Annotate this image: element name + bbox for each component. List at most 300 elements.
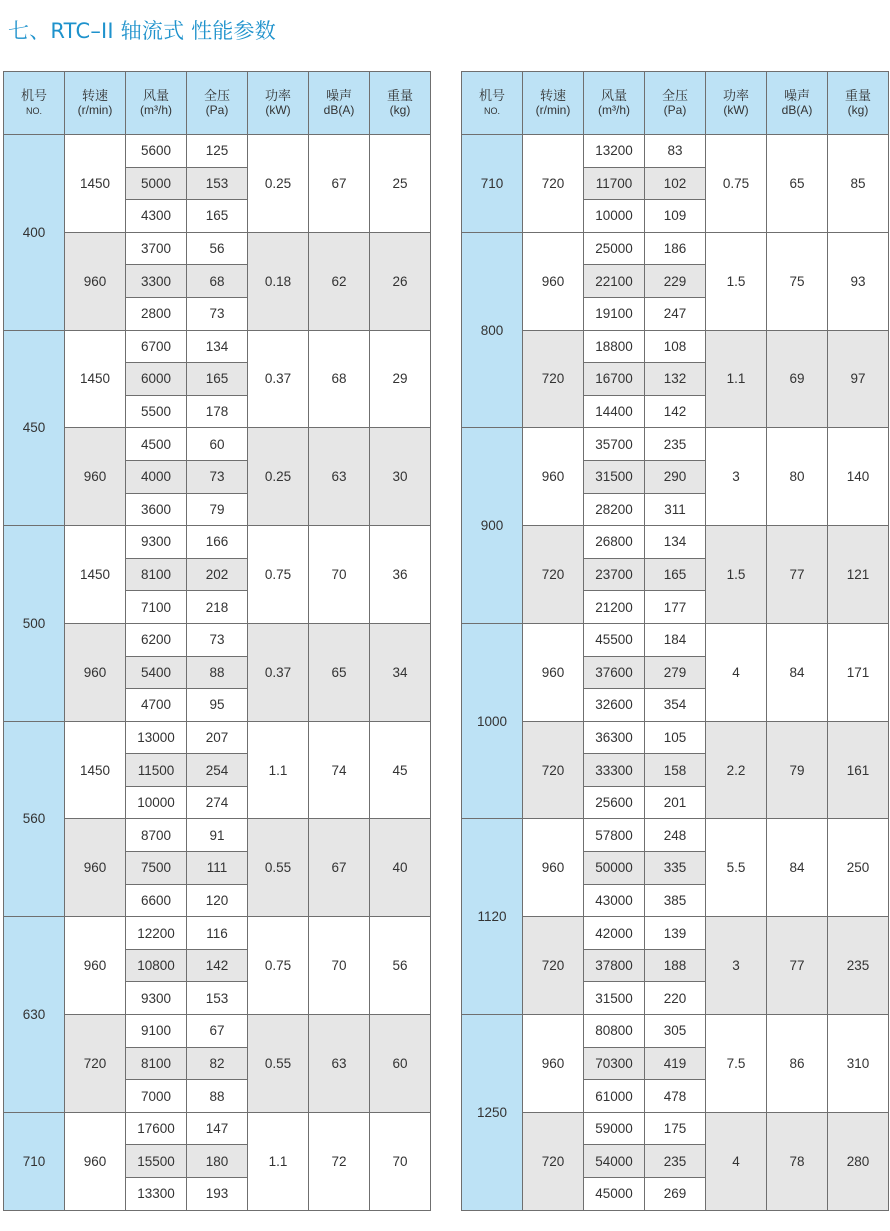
airflow-cell: 13300 [126, 1178, 187, 1211]
pressure-cell: 88 [187, 656, 248, 689]
model-number-cell: 1000 [462, 623, 523, 819]
weight-cell: 310 [828, 1015, 889, 1113]
speed-cell: 1450 [65, 721, 126, 819]
speed-cell: 960 [65, 623, 126, 721]
airflow-cell: 18800 [584, 330, 645, 363]
pressure-cell: 180 [187, 1145, 248, 1178]
airflow-cell: 21200 [584, 591, 645, 624]
pressure-cell: 120 [187, 884, 248, 917]
power-cell: 0.18 [248, 232, 309, 330]
pressure-cell: 105 [645, 721, 706, 754]
pressure-cell: 235 [645, 428, 706, 461]
noise-cell: 70 [309, 917, 370, 1015]
header-noise-label: 噪声 [325, 88, 352, 103]
airflow-cell: 10800 [126, 949, 187, 982]
power-cell: 0.75 [706, 135, 767, 233]
pressure-cell: 82 [187, 1047, 248, 1080]
pressure-cell: 274 [187, 786, 248, 819]
pressure-cell: 207 [187, 721, 248, 754]
airflow-cell: 6200 [126, 623, 187, 656]
airflow-cell: 12200 [126, 917, 187, 950]
pressure-cell: 235 [645, 1145, 706, 1178]
table-row [462, 1015, 889, 1048]
weight-cell: 171 [828, 623, 889, 721]
airflow-cell: 43000 [584, 884, 645, 917]
noise-cell: 70 [309, 526, 370, 624]
airflow-cell: 36300 [584, 721, 645, 754]
header-weight [828, 72, 889, 135]
airflow-cell: 3700 [126, 232, 187, 265]
power-cell: 0.25 [248, 135, 309, 233]
pressure-cell: 68 [187, 265, 248, 298]
weight-cell: 56 [370, 917, 431, 1015]
power-cell: 1.5 [706, 526, 767, 624]
power-cell: 1.1 [248, 721, 309, 819]
header-airflow [584, 72, 645, 135]
noise-cell: 75 [767, 232, 828, 330]
speed-cell: 960 [65, 428, 126, 526]
noise-cell: 74 [309, 721, 370, 819]
weight-cell: 140 [828, 428, 889, 526]
airflow-cell: 8700 [126, 819, 187, 852]
header-weight-unit: (kg) [847, 103, 869, 117]
airflow-cell: 45000 [584, 1178, 645, 1211]
pressure-cell: 229 [645, 265, 706, 298]
pressure-cell: 95 [187, 689, 248, 722]
header-speed-label: 转速 [539, 88, 566, 103]
model-number-cell: 500 [4, 526, 65, 722]
speed-cell: 720 [523, 330, 584, 428]
header-power-unit: (kW) [723, 103, 749, 117]
noise-cell: 65 [309, 623, 370, 721]
header-airflow-unit: (m³/h) [140, 103, 172, 117]
weight-cell: 30 [370, 428, 431, 526]
noise-cell: 78 [767, 1112, 828, 1210]
airflow-cell: 33300 [584, 754, 645, 787]
airflow-cell: 9100 [126, 1015, 187, 1048]
pressure-cell: 134 [187, 330, 248, 363]
noise-cell: 63 [309, 1015, 370, 1113]
pressure-cell: 248 [645, 819, 706, 852]
header-pressure [645, 72, 706, 135]
airflow-cell: 5400 [126, 656, 187, 689]
table-row [4, 1112, 431, 1145]
weight-cell: 25 [370, 135, 431, 233]
pressure-cell: 153 [187, 982, 248, 1015]
pressure-cell: 134 [645, 526, 706, 559]
model-number-cell: 710 [4, 1112, 65, 1210]
airflow-cell: 10000 [584, 200, 645, 233]
speed-cell: 1450 [65, 135, 126, 233]
power-cell: 3 [706, 428, 767, 526]
pressure-cell: 60 [187, 428, 248, 461]
speed-cell: 960 [65, 232, 126, 330]
airflow-cell: 59000 [584, 1112, 645, 1145]
pressure-cell: 83 [645, 135, 706, 168]
table-row [4, 526, 431, 559]
weight-cell: 85 [828, 135, 889, 233]
pressure-cell: 108 [645, 330, 706, 363]
model-number-cell: 1250 [462, 1015, 523, 1211]
header-no-label: 机号 [478, 87, 505, 103]
speed-cell: 720 [523, 1112, 584, 1210]
airflow-cell: 37600 [584, 656, 645, 689]
table-row [4, 721, 431, 754]
noise-cell: 69 [767, 330, 828, 428]
speed-cell: 720 [523, 721, 584, 819]
speed-cell: 720 [523, 526, 584, 624]
pressure-cell: 201 [645, 786, 706, 819]
pressure-cell: 175 [645, 1112, 706, 1145]
airflow-cell: 26800 [584, 526, 645, 559]
pressure-cell: 142 [187, 949, 248, 982]
model-number-cell: 900 [462, 428, 523, 624]
power-cell: 0.25 [248, 428, 309, 526]
power-cell: 7.5 [706, 1015, 767, 1113]
pressure-cell: 139 [645, 917, 706, 950]
header-pressure-unit: (Pa) [205, 103, 229, 117]
speed-cell: 960 [523, 819, 584, 917]
airflow-cell: 11700 [584, 167, 645, 200]
noise-cell: 77 [767, 917, 828, 1015]
header-power [248, 72, 309, 135]
power-cell: 0.55 [248, 1015, 309, 1113]
pressure-cell: 247 [645, 297, 706, 330]
pressure-cell: 354 [645, 689, 706, 722]
airflow-cell: 54000 [584, 1145, 645, 1178]
header-pressure-label: 全压 [661, 88, 688, 103]
weight-cell: 250 [828, 819, 889, 917]
pressure-cell: 165 [645, 558, 706, 591]
header-no [462, 72, 523, 135]
pressure-cell: 91 [187, 819, 248, 852]
speed-cell: 720 [65, 1015, 126, 1113]
airflow-cell: 5600 [126, 135, 187, 168]
pressure-cell: 478 [645, 1080, 706, 1113]
noise-cell: 80 [767, 428, 828, 526]
airflow-cell: 4300 [126, 200, 187, 233]
pressure-cell: 184 [645, 623, 706, 656]
noise-cell: 79 [767, 721, 828, 819]
pressure-cell: 147 [187, 1112, 248, 1145]
weight-cell: 235 [828, 917, 889, 1015]
model-number-cell: 800 [462, 232, 523, 428]
table-row [462, 623, 889, 656]
pressure-cell: 419 [645, 1047, 706, 1080]
table-row [4, 917, 431, 950]
table-row [462, 526, 889, 559]
header-power-label: 功率 [722, 88, 749, 103]
table-row [4, 135, 431, 168]
table-row [462, 232, 889, 265]
airflow-cell: 10000 [126, 786, 187, 819]
table-row [4, 819, 431, 852]
pressure-cell: 111 [187, 852, 248, 885]
airflow-cell: 61000 [584, 1080, 645, 1113]
pressure-cell: 56 [187, 232, 248, 265]
speed-cell: 960 [523, 232, 584, 330]
power-cell: 0.75 [248, 526, 309, 624]
noise-cell: 65 [767, 135, 828, 233]
airflow-cell: 4700 [126, 689, 187, 722]
pressure-cell: 218 [187, 591, 248, 624]
speed-cell: 960 [65, 819, 126, 917]
weight-cell: 60 [370, 1015, 431, 1113]
header-weight-label: 重量 [844, 88, 871, 103]
airflow-cell: 28200 [584, 493, 645, 526]
airflow-cell: 15500 [126, 1145, 187, 1178]
airflow-cell: 11500 [126, 754, 187, 787]
pressure-cell: 335 [645, 852, 706, 885]
pressure-cell: 202 [187, 558, 248, 591]
pressure-cell: 193 [187, 1178, 248, 1211]
weight-cell: 34 [370, 623, 431, 721]
header-no-sub: NO. [483, 105, 500, 116]
pressure-cell: 73 [187, 297, 248, 330]
power-cell: 4 [706, 1112, 767, 1210]
table-row [462, 721, 889, 754]
airflow-cell: 57800 [584, 819, 645, 852]
pressure-cell: 109 [645, 200, 706, 233]
header-pressure-unit: (Pa) [663, 103, 687, 117]
pressure-cell: 186 [645, 232, 706, 265]
table-row [462, 819, 889, 852]
noise-cell: 62 [309, 232, 370, 330]
pressure-cell: 67 [187, 1015, 248, 1048]
pressure-cell: 177 [645, 591, 706, 624]
airflow-cell: 13000 [126, 721, 187, 754]
header-weight-unit: (kg) [389, 103, 411, 117]
header-noise-unit: dB(A) [323, 103, 355, 117]
header-speed-unit: (r/min) [535, 103, 571, 117]
header-weight [370, 72, 431, 135]
noise-cell: 77 [767, 526, 828, 624]
weight-cell: 121 [828, 526, 889, 624]
noise-cell: 67 [309, 135, 370, 233]
pressure-cell: 73 [187, 460, 248, 493]
airflow-cell: 13200 [584, 135, 645, 168]
header-noise [309, 72, 370, 135]
table-row [462, 330, 889, 363]
pressure-cell: 153 [187, 167, 248, 200]
header-no-sub: NO. [25, 105, 42, 116]
header-airflow-unit: (m³/h) [598, 103, 630, 117]
pressure-cell: 188 [645, 949, 706, 982]
pressure-cell: 116 [187, 917, 248, 950]
pressure-cell: 220 [645, 982, 706, 1015]
airflow-cell: 7500 [126, 852, 187, 885]
weight-cell: 161 [828, 721, 889, 819]
weight-cell: 29 [370, 330, 431, 428]
airflow-cell: 22100 [584, 265, 645, 298]
pressure-cell: 165 [187, 363, 248, 396]
table-header [462, 72, 889, 135]
airflow-cell: 9300 [126, 526, 187, 559]
airflow-cell: 5000 [126, 167, 187, 200]
weight-cell: 36 [370, 526, 431, 624]
pressure-cell: 269 [645, 1178, 706, 1211]
airflow-cell: 3300 [126, 265, 187, 298]
pressure-cell: 305 [645, 1015, 706, 1048]
model-number-cell: 710 [462, 135, 523, 233]
airflow-cell: 35700 [584, 428, 645, 461]
noise-cell: 63 [309, 428, 370, 526]
airflow-cell: 16700 [584, 363, 645, 396]
power-cell: 0.37 [248, 623, 309, 721]
model-number-cell: 560 [4, 721, 65, 917]
speed-cell: 720 [523, 135, 584, 233]
airflow-cell: 80800 [584, 1015, 645, 1048]
speed-cell: 960 [523, 623, 584, 721]
performance-table-right [461, 71, 889, 1211]
header-noise [767, 72, 828, 135]
airflow-cell: 5500 [126, 395, 187, 428]
pressure-cell: 79 [187, 493, 248, 526]
pressure-cell: 88 [187, 1080, 248, 1113]
speed-cell: 1450 [65, 330, 126, 428]
model-number-cell: 1120 [462, 819, 523, 1015]
airflow-cell: 45500 [584, 623, 645, 656]
weight-cell: 70 [370, 1112, 431, 1210]
airflow-cell: 42000 [584, 917, 645, 950]
noise-cell: 68 [309, 330, 370, 428]
header-power [706, 72, 767, 135]
header-noise-label: 噪声 [783, 88, 810, 103]
airflow-cell: 25000 [584, 232, 645, 265]
airflow-cell: 2800 [126, 297, 187, 330]
pressure-cell: 73 [187, 623, 248, 656]
noise-cell: 72 [309, 1112, 370, 1210]
header-power-label: 功率 [264, 88, 291, 103]
airflow-cell: 37800 [584, 949, 645, 982]
pressure-cell: 290 [645, 460, 706, 493]
header-pressure [187, 72, 248, 135]
power-cell: 0.75 [248, 917, 309, 1015]
table-body [462, 135, 889, 1211]
airflow-cell: 70300 [584, 1047, 645, 1080]
header-speed-unit: (r/min) [77, 103, 113, 117]
airflow-cell: 7100 [126, 591, 187, 624]
header-no-label: 机号 [20, 87, 47, 103]
power-cell: 1.5 [706, 232, 767, 330]
weight-cell: 93 [828, 232, 889, 330]
airflow-cell: 17600 [126, 1112, 187, 1145]
pressure-cell: 385 [645, 884, 706, 917]
power-cell: 1.1 [248, 1112, 309, 1210]
airflow-cell: 6700 [126, 330, 187, 363]
noise-cell: 84 [767, 623, 828, 721]
pressure-cell: 142 [645, 395, 706, 428]
airflow-cell: 32600 [584, 689, 645, 722]
pressure-cell: 311 [645, 493, 706, 526]
speed-cell: 960 [523, 428, 584, 526]
table-row [4, 232, 431, 265]
airflow-cell: 4000 [126, 460, 187, 493]
table-row [4, 428, 431, 461]
airflow-cell: 14400 [584, 395, 645, 428]
power-cell: 0.37 [248, 330, 309, 428]
speed-cell: 960 [65, 917, 126, 1015]
header-speed-label: 转速 [81, 88, 108, 103]
header-speed [523, 72, 584, 135]
airflow-cell: 8100 [126, 558, 187, 591]
power-cell: 4 [706, 623, 767, 721]
header-noise-unit: dB(A) [781, 103, 813, 117]
power-cell: 5.5 [706, 819, 767, 917]
airflow-cell: 3600 [126, 493, 187, 526]
airflow-cell: 23700 [584, 558, 645, 591]
airflow-cell: 6000 [126, 363, 187, 396]
power-cell: 0.55 [248, 819, 309, 917]
airflow-cell: 6600 [126, 884, 187, 917]
speed-cell: 720 [523, 917, 584, 1015]
noise-cell: 84 [767, 819, 828, 917]
header-airflow [126, 72, 187, 135]
pressure-cell: 178 [187, 395, 248, 428]
speed-cell: 960 [65, 1112, 126, 1210]
noise-cell: 67 [309, 819, 370, 917]
pressure-cell: 254 [187, 754, 248, 787]
pressure-cell: 279 [645, 656, 706, 689]
table-row [462, 917, 889, 950]
header-airflow-label: 风量 [600, 88, 627, 103]
table-body [4, 135, 431, 1211]
table-header [4, 72, 431, 135]
header-speed [65, 72, 126, 135]
weight-cell: 26 [370, 232, 431, 330]
weight-cell: 280 [828, 1112, 889, 1210]
noise-cell: 86 [767, 1015, 828, 1113]
speed-cell: 960 [523, 1015, 584, 1113]
speed-cell: 1450 [65, 526, 126, 624]
weight-cell: 40 [370, 819, 431, 917]
header-power-unit: (kW) [265, 103, 291, 117]
airflow-cell: 31500 [584, 460, 645, 493]
weight-cell: 45 [370, 721, 431, 819]
model-number-cell: 400 [4, 135, 65, 331]
airflow-cell: 4500 [126, 428, 187, 461]
header-no [4, 72, 65, 135]
pressure-cell: 158 [645, 754, 706, 787]
header-airflow-label: 风量 [142, 88, 169, 103]
airflow-cell: 7000 [126, 1080, 187, 1113]
table-row [4, 623, 431, 656]
pressure-cell: 102 [645, 167, 706, 200]
airflow-cell: 8100 [126, 1047, 187, 1080]
power-cell: 3 [706, 917, 767, 1015]
pressure-cell: 165 [187, 200, 248, 233]
power-cell: 1.1 [706, 330, 767, 428]
table-row [462, 1112, 889, 1145]
airflow-cell: 50000 [584, 852, 645, 885]
pressure-cell: 132 [645, 363, 706, 396]
header-pressure-label: 全压 [203, 88, 230, 103]
power-cell: 2.2 [706, 721, 767, 819]
table-row [4, 1015, 431, 1048]
table-row [462, 135, 889, 168]
pressure-cell: 166 [187, 526, 248, 559]
table-row [462, 428, 889, 461]
model-number-cell: 450 [4, 330, 65, 526]
pressure-cell: 125 [187, 135, 248, 168]
header-weight-label: 重量 [386, 88, 413, 103]
weight-cell: 97 [828, 330, 889, 428]
airflow-cell: 9300 [126, 982, 187, 1015]
table-row [4, 330, 431, 363]
model-number-cell: 630 [4, 917, 65, 1113]
airflow-cell: 25600 [584, 786, 645, 819]
page-title: 七、RTC–II 轴流式 性能参数 [8, 19, 276, 43]
